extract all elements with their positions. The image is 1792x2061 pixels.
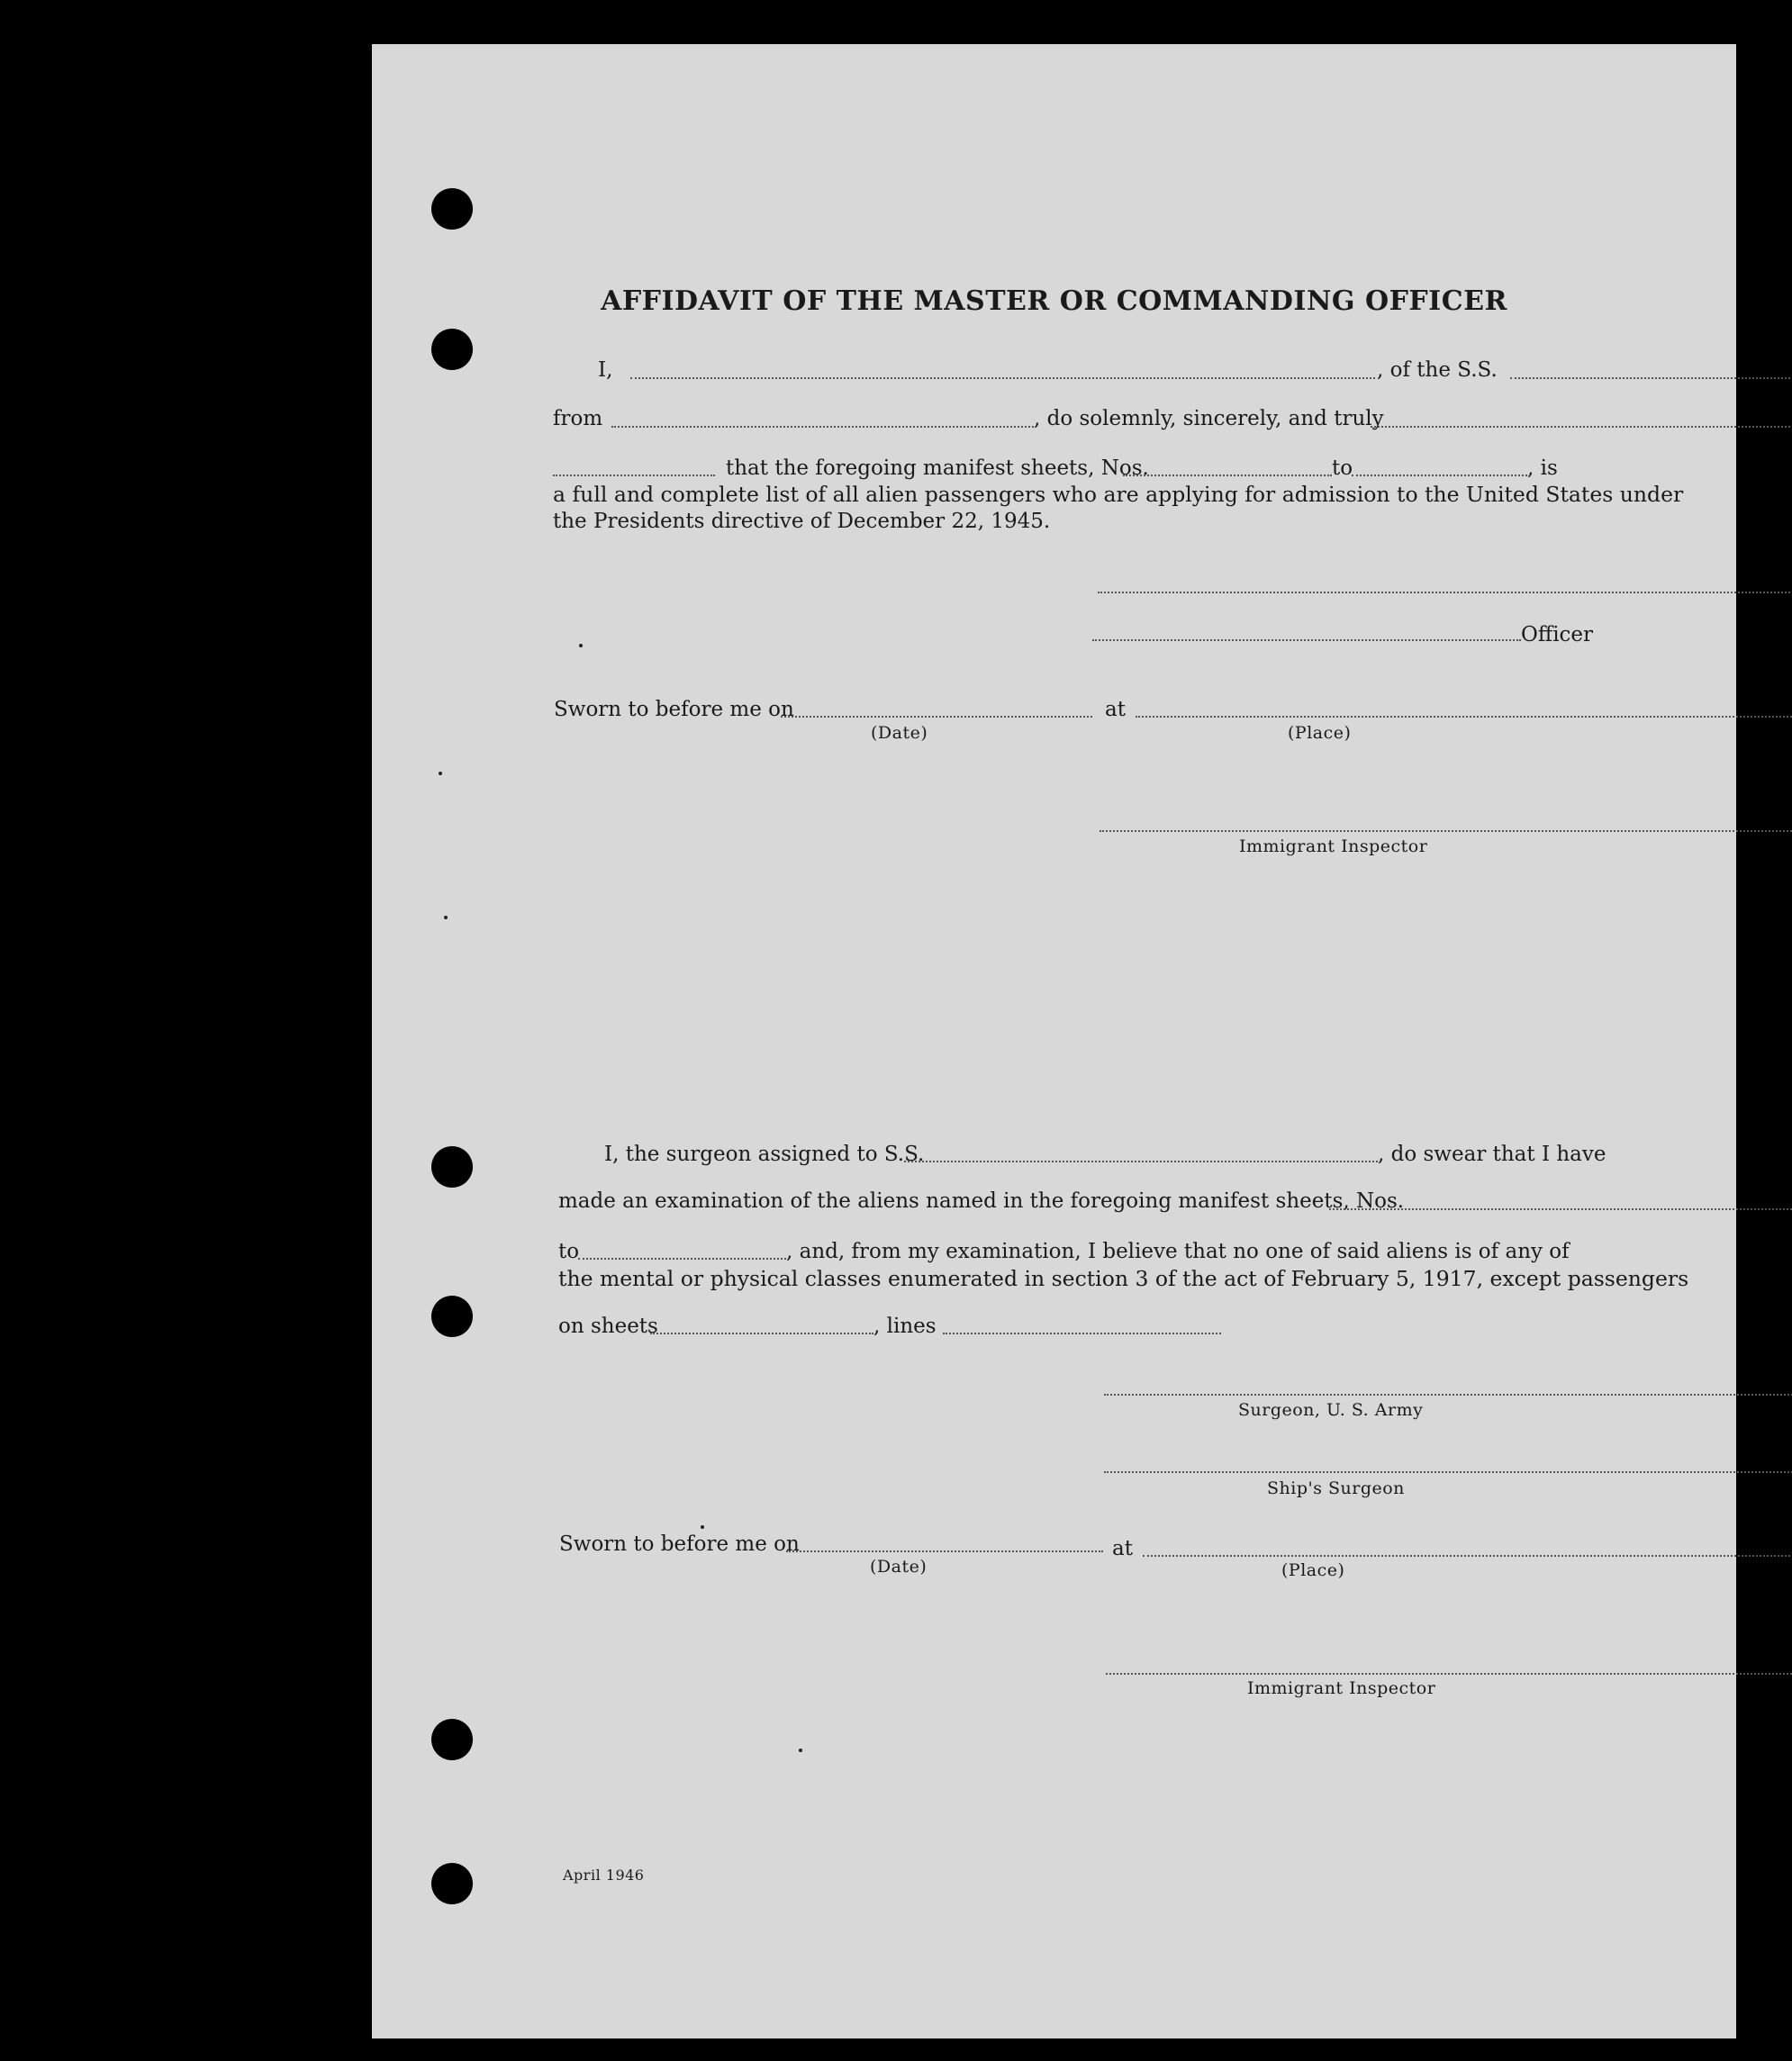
sheets-from-field[interactable] <box>1123 475 1332 476</box>
exception-sheets-field[interactable] <box>650 1333 873 1334</box>
scan-speck <box>444 916 448 919</box>
at-label: at <box>1105 698 1126 721</box>
officer-signature-field[interactable] <box>1092 639 1521 641</box>
master-name-field[interactable] <box>630 377 1375 379</box>
scan-speck <box>579 644 583 647</box>
inspector-signature-field[interactable] <box>1100 830 1792 832</box>
sworn-place-field[interactable] <box>1136 716 1792 718</box>
oath-field-continued[interactable] <box>553 475 715 476</box>
punch-hole <box>431 1719 473 1760</box>
to-label: to <box>1332 456 1353 480</box>
army-surgeon-caption: Surgeon, U. S. Army <box>1238 1400 1424 1420</box>
punch-hole <box>431 1863 473 1904</box>
examined-sheets-from-field[interactable] <box>1329 1208 1792 1210</box>
vessel-name-field[interactable] <box>1510 377 1792 379</box>
examination-line: made an examination of the aliens named in the foregoing manifest sheets, Nos. <box>558 1189 1405 1213</box>
foregoing-label: that the foregoing manifest sheets, Nos. <box>726 456 1149 480</box>
sworn-label-surgeon: Sworn to before me on <box>559 1532 800 1556</box>
form-title: AFFIDAVIT OF THE MASTER OR COMMANDING OFFICER <box>601 285 1507 317</box>
exception-lines-field[interactable] <box>943 1333 1221 1334</box>
from-port-field[interactable] <box>611 426 1034 428</box>
sworn-date-field[interactable] <box>781 716 1092 718</box>
sheets-to-field[interactable] <box>1352 475 1527 476</box>
officer-label: Officer <box>1521 623 1594 646</box>
surgeon-sworn-date-field[interactable] <box>786 1550 1103 1552</box>
from-label: from <box>553 407 603 430</box>
to-label-surgeon: to <box>558 1240 580 1263</box>
on-sheets-label: on sheets <box>558 1315 658 1338</box>
form-date: April 1946 <box>563 1867 645 1884</box>
scan-speck <box>701 1525 704 1529</box>
directive-line: the Presidents directive of December 22, 1945. <box>553 510 1051 533</box>
scan-speck <box>799 1749 802 1752</box>
scan-speck <box>439 772 442 775</box>
punch-hole <box>431 329 473 370</box>
date-caption: (Date) <box>871 723 928 743</box>
i-label: I, <box>598 358 613 382</box>
place-caption: (Place) <box>1288 723 1352 743</box>
officer-name-field[interactable] <box>1098 592 1792 593</box>
lines-label: , lines <box>873 1315 937 1338</box>
surgeon-vessel-field[interactable] <box>904 1161 1378 1162</box>
surgeon-line-start: I, the surgeon assigned to S.S. <box>604 1143 925 1166</box>
master-statement-line: a full and complete list of all alien passengers who are applying for admission to the United States under <box>553 482 1684 507</box>
at-label-surgeon: at <box>1112 1537 1133 1560</box>
army-surgeon-signature-field[interactable] <box>1104 1394 1792 1396</box>
surgeon-line-end: , do swear that I have <box>1378 1143 1606 1166</box>
punch-hole <box>431 188 473 230</box>
place-caption-surgeon: (Place) <box>1281 1560 1345 1580</box>
solemnly-label: , do solemnly, sincerely, and truly <box>1034 407 1384 430</box>
examination-statement: , and, from my examination, I believe that no one of said aliens is of any of <box>786 1240 1570 1263</box>
form-page <box>372 44 1736 2038</box>
is-label: , is <box>1527 456 1558 480</box>
of-ss-label: , of the S.S. <box>1377 358 1498 382</box>
classes-line: the mental or physical classes enumerated in section 3 of the act of February 5, 1917, except passengers <box>558 1266 1689 1291</box>
inspector-caption: Immigrant Inspector <box>1239 836 1428 856</box>
punch-hole <box>431 1296 473 1337</box>
oath-field[interactable] <box>1371 426 1792 428</box>
ships-surgeon-signature-field[interactable] <box>1104 1471 1792 1473</box>
surgeon-inspector-signature-field[interactable] <box>1106 1673 1792 1675</box>
sworn-label: Sworn to before me on <box>554 698 794 721</box>
ships-surgeon-caption: Ship's Surgeon <box>1267 1478 1405 1498</box>
date-caption-surgeon: (Date) <box>870 1557 928 1577</box>
surgeon-sworn-place-field[interactable] <box>1143 1555 1792 1557</box>
punch-hole <box>431 1146 473 1188</box>
examined-sheets-to-field[interactable] <box>578 1258 786 1260</box>
inspector-caption-surgeon: Immigrant Inspector <box>1247 1678 1436 1698</box>
